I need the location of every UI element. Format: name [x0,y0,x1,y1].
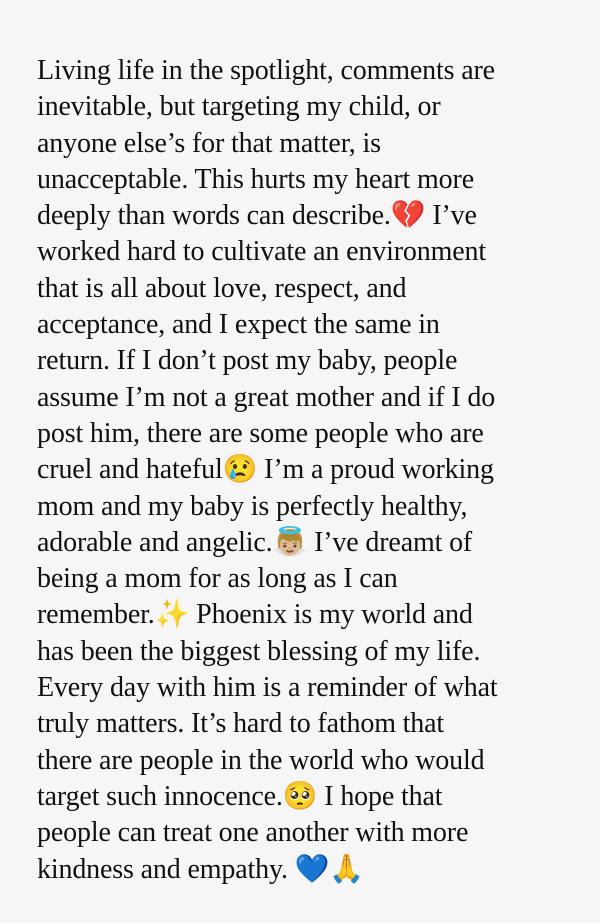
statement-line: target such innocence.🥺 I hope that [37,780,443,812]
statement-line: has been the biggest blessing of my life. [37,635,481,667]
statement-line: return. If I don’t post my baby, people [37,345,458,377]
statement-line: being a mom for as long as I can [37,563,398,595]
statement-line: post him, there are some people who are [37,417,484,449]
statement-line: deeply than words can describe.💔 I’ve [37,200,477,232]
statement-line: mom and my baby is perfectly healthy, [37,490,468,522]
statement-line: kindness and empathy. 💙🙏 [37,853,365,885]
statement-line: people can treat one another with more [37,817,469,849]
statement-line: worked hard to cultivate an environment [37,236,486,268]
statement-line: unacceptable. This hurts my heart more [37,163,474,195]
statement-text [37,53,597,888]
statement-line: anyone else’s for that matter, is [37,127,381,159]
statement-line: Every day with him is a reminder of what [37,672,498,704]
statement-line: Living life in the spotlight, comments are [37,55,495,86]
statement-line: cruel and hateful😢 I’m a proud working [37,454,494,486]
statement-line: truly matters. It’s hard to fathom that [37,708,445,740]
statement-line: remember.✨ Phoenix is my world and [37,599,473,631]
statement-line: there are people in the world who would [37,744,485,776]
statement-line: assume I’m not a great mother and if I do [37,381,496,413]
statement-line: inevitable, but targeting my child, or [37,91,441,123]
statement-line: adorable and angelic.👼🏼 I’ve dreamt of [37,526,473,558]
statement-line: acceptance, and I expect the same in [37,309,440,341]
statement-line: that is all about love, respect, and [37,272,407,304]
